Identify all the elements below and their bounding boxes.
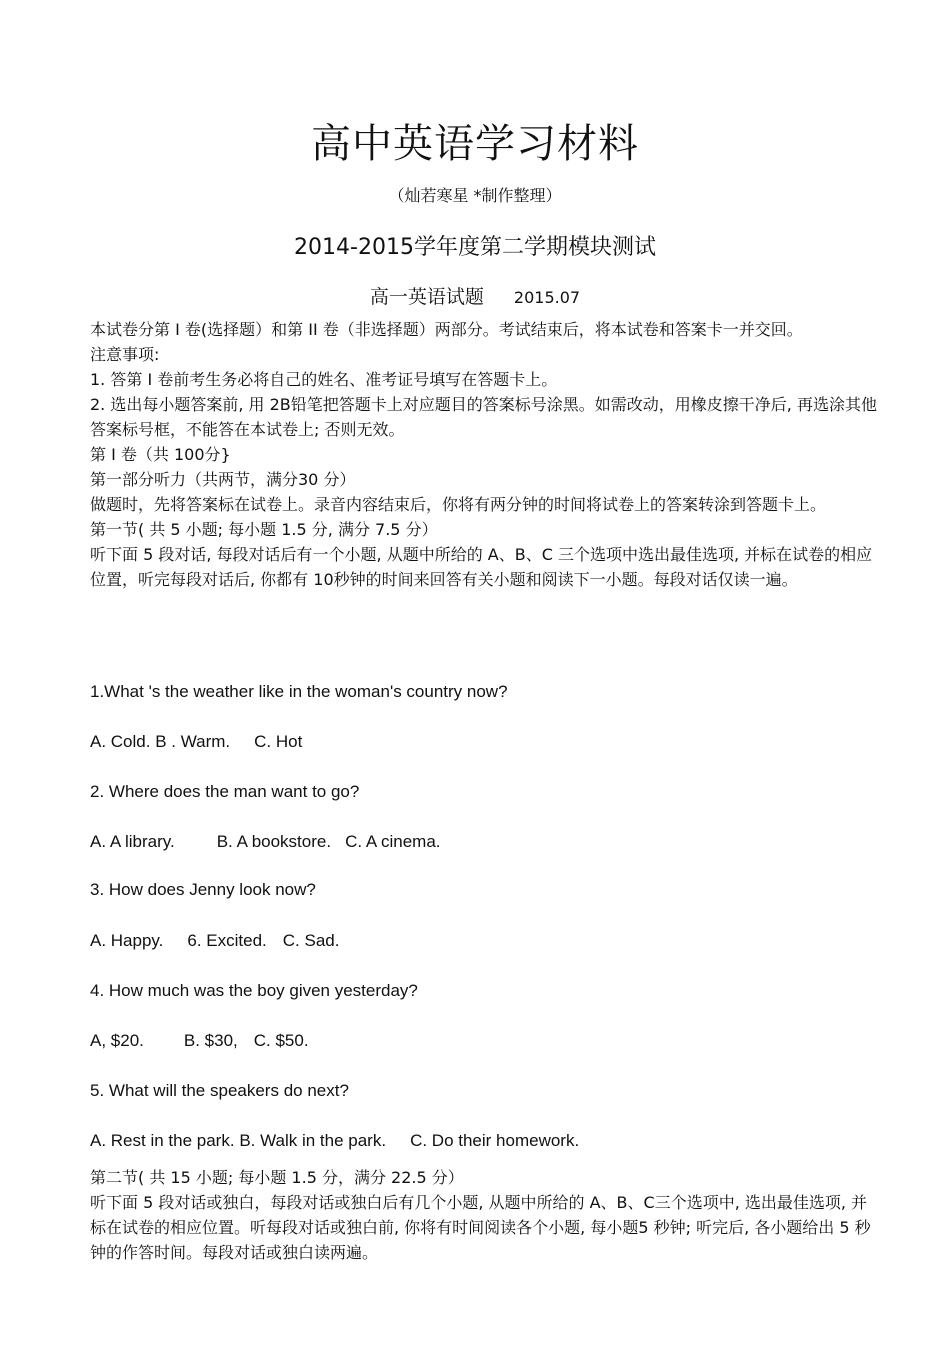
document-subtitle: （灿若寒星 *制作整理）	[388, 186, 562, 205]
notice-item-2: 2. 选出每小题答案前, 用 2B铅笔把答题卡上对应题目的答案标号涂黑。如需改动，用橡皮擦干净后, 再选涂其他答案标号框，不能答在本试卷上; 否则无效。	[90, 395, 877, 439]
question-2: 2. Where does the man want to go?	[90, 782, 360, 801]
intro-block	[90, 317, 880, 592]
section2-heading: 第二节( 共 15 小题; 每小题 1.5 分，满分 22.5 分）	[90, 1168, 464, 1187]
exam-subtitle	[0, 282, 950, 309]
section2-description: 听下面 5 段对话或独白，每段对话或独白后有几个小题, 从题中所给的 A、B、C三个选项中, 选出最佳选项, 并标在试卷的相应位置。听每段对话或独白前, 你将有时间阅读各个小题, 每小题5 秒钟; 听完后, 各小题给出 5 秒钟的作答时间。每段对话或独白读两遍。	[90, 1193, 871, 1262]
option-a: A. Rest in the park.	[90, 1131, 235, 1150]
option-b: B. Walk in the park.	[239, 1131, 387, 1150]
volume-heading: 第 I 卷（共 100分}	[90, 445, 231, 464]
part1-description: 做题时，先将答案标在试卷上。录音内容结束后，你将有两分钟的时间将试卷上的答案转涂到答题卡上。	[90, 495, 827, 514]
question-2-options	[90, 832, 880, 852]
option-b: 6. Excited.	[187, 931, 267, 950]
section2-block	[90, 1165, 880, 1265]
question-1-options	[90, 732, 880, 752]
option-c: C. Do their homework.	[410, 1131, 580, 1150]
option-c: C. A cinema.	[345, 832, 441, 851]
question-5-options	[90, 1131, 880, 1151]
option-b: B. A bookstore.	[216, 832, 332, 851]
section1-heading: 第一节( 共 5 小题; 每小题 1.5 分, 满分 7.5 分）	[90, 520, 438, 539]
option-a: A, $20.	[90, 1031, 144, 1050]
notice-item-1: 1. 答第 I 卷前考生务必将自己的姓名、准考证号填写在答题卡上。	[90, 370, 558, 389]
question-1: 1.What 's the weather like in the woman's country now?	[90, 682, 508, 701]
exam-title: 2014-2015学年度第二学期模块测试	[294, 235, 656, 260]
option-a: A. Cold.	[90, 732, 151, 751]
option-c: C. $50.	[253, 1031, 309, 1050]
intro-paragraph: 本试卷分第 I 卷(选择题）和第 II 卷（非选择题）两部分。考试结束后，将本试卷和答案卡一并交回。	[90, 320, 803, 339]
section1-description: 听下面 5 段对话, 每段对话后有一个小题, 从题中所给的 A、B、C 三个选项中选出最佳选项, 并标在试卷的相应位置，听完每段对话后, 你都有 10秒钟的时间来回答有关小题和阅读下一小题。每段对话仅读一遍。	[90, 545, 873, 589]
question-3-options	[90, 931, 880, 951]
exam-subject: 高一英语试题	[369, 286, 484, 308]
question-4: 4. How much was the boy given yesterday?	[90, 981, 418, 1000]
option-a: A. Happy.	[90, 931, 164, 950]
notice-heading: 注意事项:	[90, 345, 160, 364]
exam-date: 2015.07	[513, 288, 581, 307]
question-4-options	[90, 1031, 880, 1051]
question-5: 5. What will the speakers do next?	[90, 1081, 349, 1100]
part1-heading: 第一部分听力（共两节，满分30 分）	[90, 470, 356, 489]
option-b: B . Warm.	[155, 732, 231, 751]
question-3: 3. How does Jenny look now?	[90, 880, 316, 899]
option-a: A. A library.	[90, 832, 175, 851]
option-b: B. $30,	[183, 1031, 238, 1050]
option-c: C. Sad.	[282, 931, 340, 950]
option-c: C. Hot	[254, 732, 303, 751]
document-title: 高中英语学习材料	[311, 121, 639, 167]
